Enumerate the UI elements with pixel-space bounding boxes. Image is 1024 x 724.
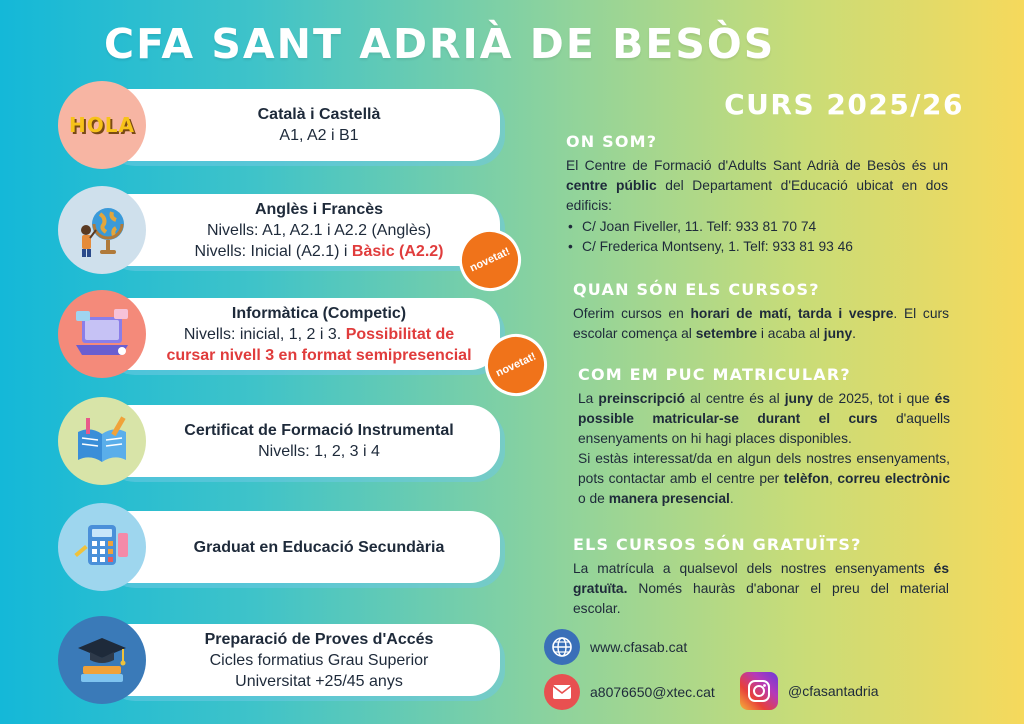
novetat-badge: novetat! (475, 324, 557, 406)
course-title: Català i Castellà (257, 106, 381, 123)
course-levels: A1, A2 i B1 (279, 127, 359, 144)
novetat-badge: novetat! (449, 219, 531, 301)
section-enrol (578, 365, 950, 509)
course-title: Informàtica (Competic) (231, 304, 407, 322)
instagram-link[interactable]: @cfasantadria (788, 683, 879, 699)
course-title: Graduat en Educació Secundària (193, 538, 445, 556)
section-text: Si estàs interessat/da en algun dels nostres ensenyaments, pots contactar amb el centre per telèfon, correu electrònic o de manera presencial. (578, 451, 951, 506)
section-text: La matrícula a qualsevol dels nostres ensenyaments és gratuïta. Només hauràs d'abonar el preu del material escolar. (573, 561, 949, 616)
course-levels: Universitat +25/45 anys (235, 672, 403, 690)
book-icon (58, 397, 146, 485)
course-title: Anglès i Francès (254, 200, 384, 218)
section-heading: QUAN SÓN ELS CURSOS? (573, 280, 820, 299)
page-title: CFA SANT ADRIÀ DE BESÒS (104, 20, 776, 68)
section-text: Oferim cursos en horari de matí, tarda i vespre. El curs escolar comença al setembre i acaba al juny. (573, 306, 949, 341)
globe-icon (544, 629, 580, 665)
course-card (100, 624, 500, 696)
course-formacio-instrumental (58, 397, 506, 485)
course-levels: Nivells: Inicial (A2.1) i Bàsic (A2.2) (194, 242, 444, 260)
course-highlight: Bàsic (A2.2) (351, 242, 444, 260)
course-graduat-eso (58, 503, 506, 591)
course-levels: Nivells: A1, A2.1 i A2.2 (Anglès) (206, 221, 432, 239)
calculator-icon (58, 503, 146, 591)
section-when (573, 280, 949, 344)
section-heading: ELS CURSOS SÓN GRATUÏTS? (573, 535, 862, 554)
globe-icon (58, 186, 146, 274)
school-year: CURS 2025/26 (724, 88, 964, 121)
course-card (100, 194, 500, 266)
course-proves-acces (58, 616, 506, 704)
laptop-icon (58, 290, 146, 378)
course-card (100, 511, 500, 583)
contact-email[interactable] (544, 674, 715, 710)
address-item: • C/ Joan Fiveller, 11. Telf: 933 81 70 74 (566, 217, 948, 237)
course-levels: Nivells: inicial, 1, 2 i 3. Possibilitat de (183, 325, 455, 343)
contact-instagram[interactable] (740, 672, 878, 710)
address-item: • C/ Frederica Montseny, 1. Telf: 933 81 93 46 (566, 237, 948, 257)
address-list (566, 217, 948, 257)
section-free (573, 535, 949, 619)
course-levels: Nivells: 1, 2, 3 i 4 (258, 443, 380, 460)
course-levels: Cicles formatius Grau Superior (209, 651, 429, 669)
course-card (100, 298, 500, 370)
hola-icon: HOLA (58, 81, 146, 169)
course-title: Preparació de Proves d'Accés (204, 630, 434, 648)
course-title: Certificat de Formació Instrumental (184, 422, 454, 439)
mail-icon (544, 674, 580, 710)
section-text: El Centre de Formació d'Adults Sant Adrià de Besòs és un centre públic del Departament d'Educació ubicat en dos edificis: (566, 158, 948, 213)
course-angles-frances (58, 186, 506, 274)
course-card (100, 405, 500, 477)
section-heading: ON SOM? (566, 132, 658, 151)
website-link[interactable]: www.cfasab.cat (590, 639, 688, 655)
course-informatica (58, 290, 506, 378)
contact-web[interactable] (544, 629, 687, 665)
course-highlight: cursar nivell 3 en format semipresencial (166, 346, 472, 364)
graduation-cap-icon (58, 616, 146, 704)
instagram-icon (740, 672, 778, 710)
section-text: La preinscripció al centre és al juny de 2025, tot i que és possible matricular-se durant el curs d'aquells ensenyaments on hi hagi places disponibles. (578, 391, 951, 446)
course-catalan-castella (58, 81, 506, 169)
section-where (566, 132, 948, 257)
course-highlight: Possibilitat de (345, 325, 455, 343)
section-heading: COM EM PUC MATRICULAR? (578, 365, 851, 384)
course-card (100, 89, 500, 161)
email-link[interactable]: a8076650@xtec.cat (590, 684, 715, 700)
